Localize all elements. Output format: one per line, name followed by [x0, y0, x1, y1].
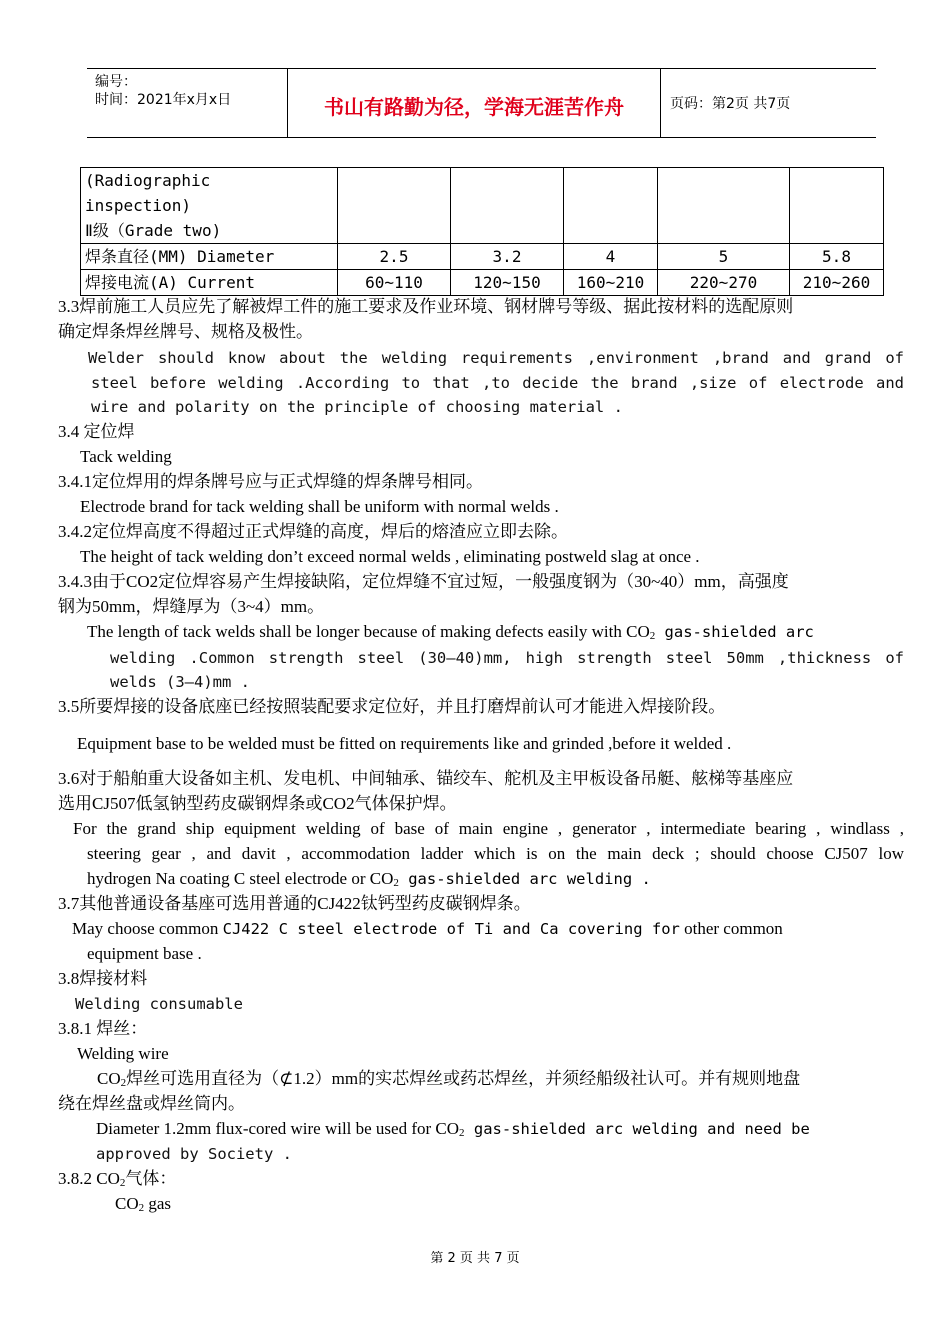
- s33-en-line1: Welder should know about the welding requirements ,environment ,brand and grand of: [88, 349, 904, 367]
- text-run: 1.2）mm的实芯焊丝或药芯焊丝，并须经船级社认可。并有规则地盘: [293, 1069, 801, 1088]
- text-run: CO: [115, 1194, 139, 1213]
- s342-en: The height of tack welding don’t exceed normal welds , eliminating postweld slag at once .: [80, 547, 700, 566]
- text-run: other common: [679, 919, 783, 938]
- s37-en-line1: [72, 918, 783, 940]
- table-cell: [564, 168, 658, 244]
- subscript: 2: [393, 877, 399, 889]
- s381-cn-line1: [97, 1068, 904, 1094]
- s36-en-line1: For the grand ship equipment welding of base of main engine , generator , intermediate bearing , windlass ,: [73, 819, 904, 838]
- current-label: 焊接电流(A) Current: [81, 270, 338, 296]
- diameter-symbol: ⊄: [279, 1069, 294, 1088]
- current-value: 160~210: [564, 270, 658, 296]
- diameter-value: 5: [658, 244, 790, 270]
- s381-en-line2: approved by Society .: [96, 1145, 292, 1163]
- diameter-value: 5.8: [790, 244, 884, 270]
- s35-en: Equipment base to be welded must be fitted on requirements like and grinded ,before it welded .: [77, 734, 732, 753]
- s37-en-line2: equipment base .: [87, 944, 202, 963]
- text-run: CJ422 C steel electrode of Ti and Ca covering for: [222, 920, 680, 938]
- subscript: 2: [649, 630, 656, 642]
- subscript: 2: [120, 1077, 127, 1089]
- grade-cell: [81, 168, 338, 244]
- s381-en-line1: [96, 1118, 904, 1144]
- s33-cn-line1: 3.3焊前施工人员应先了解被焊工件的施工要求及作业环境、钢材牌号等级、据此按材料的选配原则: [58, 297, 794, 316]
- s342-cn: 3.4.2定位焊高度不得超过正式焊缝的高度，焊后的熔渣应立即去除。: [58, 522, 568, 541]
- table-cell: [338, 168, 451, 244]
- header-meta: [95, 73, 231, 109]
- s343-cn-line2: 钢为50mm，焊缝厚为（3~4）mm。: [58, 597, 325, 616]
- text-run: May choose common: [72, 919, 223, 938]
- s36-cn-line2: 选用CJ507低氢钠型药皮碳钢焊条或CO2气体保护焊。: [58, 794, 457, 813]
- table-cell: [451, 168, 564, 244]
- table-row: [81, 270, 884, 296]
- s35-cn: 3.5所要焊接的设备底座已经按照装配要求定位好，并且打磨焊前认可才能进入焊接阶段。: [58, 697, 726, 716]
- s38-heading-en: Welding consumable: [75, 995, 243, 1013]
- current-value: 210~260: [790, 270, 884, 296]
- grade-line: (Radiographic: [85, 171, 211, 190]
- text-run: hydrogen Na coating C steel electrode or CO: [87, 869, 394, 888]
- text-run: gas: [144, 1194, 172, 1213]
- header-motto: 书山有路勤为径，学海无涯苦作舟: [324, 95, 624, 119]
- s36-en-line2: steering gear , and davit , accommodation ladder which is on the main deck ; should choose CJ507 low: [87, 844, 904, 863]
- grade-line: Ⅱ级（Grade two): [85, 221, 222, 240]
- header-page-info: 页码：第2页 共7页: [670, 96, 791, 112]
- table-row: [81, 168, 884, 244]
- text-run: CO: [97, 1069, 121, 1088]
- s34-heading-en: Tack welding: [80, 447, 172, 466]
- diameter-value: 2.5: [338, 244, 451, 270]
- page-footer: 第 2 页 共 7 页: [430, 1251, 520, 1266]
- s34-heading: 3.4 定位焊: [58, 422, 135, 441]
- current-value: 220~270: [658, 270, 790, 296]
- text-run: 气体：: [125, 1169, 177, 1188]
- doc-number-label: 编号：: [95, 74, 137, 90]
- s33-en-line3: wire and polarity on the principle of choosing material .: [91, 398, 623, 416]
- diameter-value: 4: [564, 244, 658, 270]
- s382-heading-en: [115, 1193, 171, 1219]
- text-run: 3.8.2 CO: [58, 1169, 120, 1188]
- s33-cn-line2: 确定焊条焊丝牌号、规格及极性。: [58, 322, 313, 341]
- s381-heading: 3.8.1 焊丝：: [58, 1019, 148, 1038]
- text-run: gas-shielded arc welding .: [398, 870, 651, 888]
- subscript: 2: [459, 1127, 465, 1139]
- s343-cn-line1: 3.4.3由于CO2定位焊容易产生焊接缺陷，定位焊缝不宜过短，一般强度钢为（30~40）mm，高强度: [58, 572, 789, 591]
- electrode-spec-table: [80, 167, 884, 296]
- s36-en-line3: [87, 868, 651, 894]
- s343-en-line3: welds (3—4)mm .: [110, 673, 250, 691]
- s381-heading-en: Welding wire: [77, 1044, 169, 1063]
- s341-cn: 3.4.1定位焊用的焊条牌号应与正式焊缝的焊条牌号相同。: [58, 472, 483, 491]
- s33-en-line2: steel before welding .According to that ,to decide the brand ,size of electrode and: [91, 374, 904, 392]
- text-run: gas-shielded arc: [655, 623, 814, 641]
- current-value: 120~150: [451, 270, 564, 296]
- table-row: [81, 244, 884, 270]
- text-run: Diameter 1.2mm flux-cored wire will be used for CO: [96, 1119, 460, 1138]
- text-run: The length of tack welds shall be longer because of making defects easily with CO: [87, 622, 650, 641]
- grade-line: inspection): [85, 196, 191, 215]
- doc-time-label: 时间：2021年x月x日: [95, 92, 232, 108]
- s343-en-line2: welding .Common strength steel (30—40)mm, high strength steel 50mm ,thickness of: [110, 649, 904, 667]
- current-value: 60~110: [338, 270, 451, 296]
- text-run: 焊丝可选用直径为（: [126, 1069, 280, 1088]
- s381-cn-line2: 绕在焊丝盘或焊丝筒内。: [58, 1094, 245, 1113]
- s341-en: Electrode brand for tack welding shall be uniform with normal welds .: [80, 497, 559, 516]
- table-cell: [658, 168, 790, 244]
- diameter-value: 3.2: [451, 244, 564, 270]
- subscript: 2: [119, 1177, 126, 1189]
- subscript: 2: [138, 1202, 145, 1214]
- page-header: [87, 68, 876, 138]
- text-run: gas-shielded arc welding and need be: [464, 1120, 810, 1138]
- s37-cn: 3.7其他普通设备基座可选用普通的CJ422钛钙型药皮碳钢焊条。: [58, 894, 531, 913]
- s343-en-line1: [87, 621, 904, 647]
- table-cell: [790, 168, 884, 244]
- s382-heading: [58, 1168, 176, 1194]
- s38-heading: 3.8焊接材料: [58, 969, 148, 988]
- s36-cn-line1: 3.6对于船舶重大设备如主机、发电机、中间轴承、锚绞车、舵机及主甲板设备吊艇、舷梯等基座应: [58, 769, 794, 788]
- diameter-label: 焊条直径(MM) Diameter: [81, 244, 338, 270]
